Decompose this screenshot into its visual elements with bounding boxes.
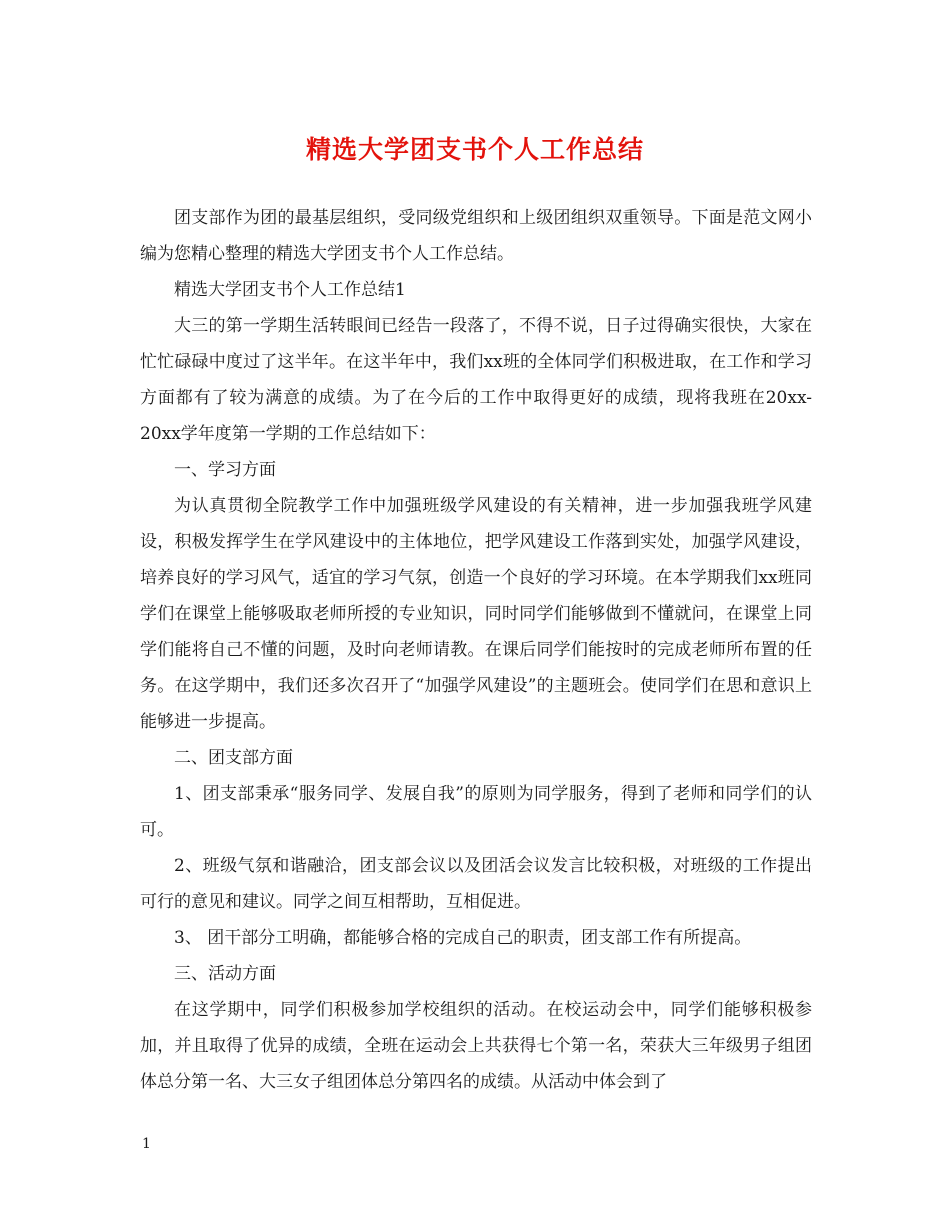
league-branch-item-1: 1、团支部秉承“服务同学、发展自我”的原则为同学服务，得到了老师和同学们的认可。 [140, 784, 812, 840]
page-number: 1 [142, 1136, 151, 1152]
opening-paragraph: 大三的第一学期生活转眼间已经告一段落了，不得不说，日子过得确实很快，大家在忙忙碌碌中度过了这半年。在这半年中，我们xx班的全体同学们积极进取，在工作和学习方面都有了较为满意的成绩。为了在今后的工作中取得更好的成绩，现将我班在20xx-20xx学年度第一学期的工作总结如下： [140, 316, 812, 444]
activities-paragraph: 在这学期中，同学们积极参加学校组织的活动。在校运动会中，同学们能够积极参加，并且取得了优异的成绩，全班在运动会上共获得七个第一名，荣获大三年级男子组团体总分第一名、大三女子组团体总分第四名的成绩。从活动中体会到了 [140, 1000, 812, 1092]
section-heading-activities: 三、活动方面 [174, 964, 276, 984]
section-heading-study: 一、学习方面 [174, 460, 276, 480]
study-paragraph: 为认真贯彻全院教学工作中加强班级学风建设的有关精神，进一步加强我班学风建设，积极发挥学生在学风建设中的主体地位，把学风建设工作落到实处，加强学风建设，培养良好的学习风气，适宜的学习气氛，创造一个良好的学习环境。在本学期我们xx班同学们在课堂上能够吸取老师所授的专业知识，同时同学们能够做到不懂就问，在课堂上同学们能将自己不懂的问题，及时向老师请教。在课后同学们能按时的完成老师所布置的任务。在这学期中，我们还多次召开了“加强学风建设”的主题班会。使同学们在思和意识上能够进一步提高。 [140, 496, 812, 732]
section-heading-league-branch: 二、团支部方面 [174, 748, 293, 768]
league-branch-item-3: 3、 团干部分工明确，都能够合格的完成自己的职责，团支部工作有所提高。 [174, 928, 752, 948]
document-body [140, 200, 812, 1100]
document-title: 精选大学团支书个人工作总结 [305, 135, 644, 164]
league-branch-item-2: 2、班级气氛和谐融洽，团支部会议以及团活会议发言比较积极，对班级的工作提出可行的意见和建议。同学之间互相帮助，互相促进。 [140, 856, 812, 912]
section-heading-summary-1: 精选大学团支书个人工作总结1 [174, 280, 406, 300]
intro-paragraph: 团支部作为团的最基层组织，受同级党组织和上级团组织双重领导。下面是范文网小编为您精心整理的精选大学团支书个人工作总结。 [140, 208, 812, 264]
